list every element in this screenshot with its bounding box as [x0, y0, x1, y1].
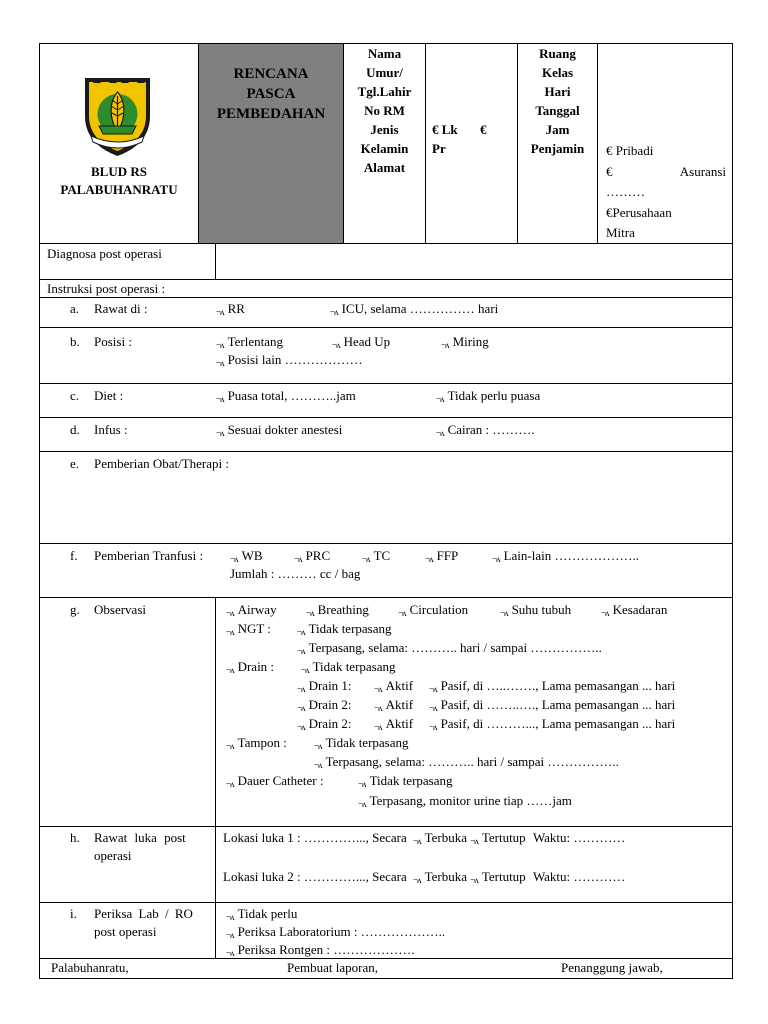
option-luka-2-tertutup[interactable]: Tertutup	[481, 869, 526, 884]
checkbox-icon[interactable]: ¬ʌ	[492, 554, 500, 564]
item-b-letter: b.	[70, 334, 80, 349]
payment-asuransi-dots: ………	[606, 184, 645, 199]
option-drain-2-pasif[interactable]: ¬ʌ Pasif, di ……..…., Lama pemasangan ... hari	[429, 697, 676, 713]
checkbox-icon[interactable]: ¬ʌ	[297, 684, 305, 694]
option-rr[interactable]: ¬ʌ RR	[216, 301, 245, 317]
option-tampon[interactable]: ¬ʌ Tampon :	[226, 735, 287, 751]
item-h-label-line1: Rawat luka post	[94, 830, 186, 845]
footer-place-date: Palabuhanratu,	[51, 960, 129, 975]
room-labels	[518, 44, 598, 243]
luka-1-field[interactable]: Lokasi luka 1 : …………..., Secara	[223, 830, 407, 845]
checkbox-icon[interactable]: ¬ʌ	[301, 665, 309, 675]
row-diagnosa	[40, 244, 732, 280]
option-tampon-tidak[interactable]: ¬ʌ Tidak terpasang	[314, 735, 409, 751]
option-circulation[interactable]: ¬ʌ Circulation	[398, 602, 469, 618]
sex-options	[426, 44, 518, 243]
title-line3: PEMBEDAHAN	[216, 106, 326, 122]
checkbox-icon[interactable]: ¬ʌ	[601, 608, 609, 618]
checkbox-icon[interactable]: ¬ʌ	[429, 722, 437, 732]
row-g-observasi	[40, 598, 732, 827]
item-e-letter: e.	[70, 456, 80, 471]
checkbox-icon[interactable]: ¬ʌ	[358, 779, 366, 789]
divider	[215, 903, 216, 958]
checkbox-icon[interactable]: ¬ʌ	[330, 307, 338, 317]
label-tgl-lahir: Tgl.Lahir	[357, 84, 412, 99]
jumlah-field[interactable]: Jumlah : ……… cc / bag	[230, 566, 361, 581]
payment-asuransi[interactable]: Asuransi	[679, 164, 726, 179]
checkbox-icon[interactable]: ¬ʌ	[436, 428, 444, 438]
footer-pembuat-laporan: Pembuat laporan,	[287, 960, 378, 975]
option-drain-3[interactable]: ¬ʌ Drain 2:	[297, 716, 352, 732]
label-ruang: Ruang	[539, 46, 576, 61]
checkbox-icon[interactable]: ¬ʌ	[226, 779, 234, 789]
option-drain-2[interactable]: ¬ʌ Drain 2:	[297, 697, 352, 713]
option-cairan[interactable]: ¬ʌ Cairan : ……….	[436, 422, 535, 438]
payment-pribadi[interactable]: € Pribadi	[606, 143, 654, 158]
item-i-letter: i.	[70, 906, 77, 921]
option-icu[interactable]: ¬ʌ ICU, selama …………… hari	[330, 301, 499, 317]
option-miring[interactable]: ¬ʌ Miring	[441, 334, 489, 350]
footer-penanggung-jawab: Penanggung jawab,	[561, 960, 663, 975]
checkbox-icon[interactable]: ¬ʌ	[226, 665, 234, 675]
checkbox-icon[interactable]: ¬ʌ	[441, 340, 449, 350]
option-kesadaran[interactable]: ¬ʌ Kesadaran	[601, 602, 668, 618]
option-suhu-tubuh[interactable]: ¬ʌ Suhu tubuh	[500, 602, 572, 618]
hospital-name-line2: PALABUHANRATU	[60, 182, 178, 197]
checkbox-icon[interactable]: ¬ʌ	[297, 627, 305, 637]
option-luka-1-tertutup[interactable]: Tertutup	[481, 830, 526, 845]
option-drain-1-aktif[interactable]: ¬ʌ Aktif	[374, 678, 414, 694]
label-nama: Nama	[367, 46, 402, 61]
option-periksa-rontgen[interactable]: ¬ʌ Periksa Rontgen : ……………….	[226, 942, 415, 958]
form-header	[40, 44, 732, 244]
checkbox-icon[interactable]: ¬ʌ	[362, 554, 370, 564]
checkbox-icon[interactable]: ¬ʌ	[413, 836, 421, 846]
checkbox-icon[interactable]: ¬ʌ	[226, 741, 234, 751]
checkbox-icon[interactable]: ¬ʌ	[374, 722, 382, 732]
row-b-posisi	[40, 328, 732, 384]
option-tampon-terpasang[interactable]: ¬ʌ Terpasang, selama: ……….. hari / sampai ……………..	[314, 754, 619, 770]
checkbox-icon[interactable]: ¬ʌ	[216, 428, 224, 438]
option-prc[interactable]: ¬ʌ PRC	[294, 548, 331, 564]
item-c-label: Diet :	[94, 388, 124, 403]
option-drain-1[interactable]: ¬ʌ Drain 1:	[297, 678, 352, 694]
option-ngt[interactable]: ¬ʌ NGT :	[226, 621, 271, 637]
label-hari: Hari	[544, 84, 571, 99]
label-no-rm: No RM	[364, 103, 405, 118]
checkbox-icon[interactable]: ¬ʌ	[216, 340, 224, 350]
checkbox-icon[interactable]: ¬ʌ	[297, 646, 305, 656]
sex-option-pr[interactable]: Pr	[432, 141, 446, 156]
option-drain-2-aktif[interactable]: ¬ʌ Aktif	[374, 697, 414, 713]
checkbox-icon[interactable]: ¬ʌ	[314, 741, 322, 751]
label-jam: Jam	[545, 122, 570, 137]
luka-2-field[interactable]: Lokasi luka 2 : …………..., Secara	[223, 869, 407, 884]
checkbox-icon[interactable]: ¬ʌ	[294, 554, 302, 564]
item-i-label-line2: post operasi	[94, 924, 157, 939]
option-puasa-total[interactable]: ¬ʌ Puasa total, ………..jam	[216, 388, 356, 404]
option-ngt-terpasang[interactable]: ¬ʌ Terpasang, selama: ……….. hari / sampai ……………..	[297, 640, 602, 656]
sex-option-lk[interactable]: € Lk	[432, 122, 458, 137]
checkbox-icon[interactable]: ¬ʌ	[470, 836, 478, 846]
checkbox-icon[interactable]: ¬ʌ	[436, 394, 444, 404]
label-alamat: Alamat	[363, 160, 406, 175]
checkbox-icon[interactable]: ¬ʌ	[230, 554, 238, 564]
post-surgery-form	[39, 43, 733, 979]
checkbox-icon[interactable]: ¬ʌ	[332, 340, 340, 350]
checkbox-icon[interactable]: ¬ʌ	[374, 703, 382, 713]
divider	[40, 297, 732, 298]
option-luka-2-terbuka[interactable]: Terbuka	[424, 869, 467, 884]
payment-asuransi-mark[interactable]: €	[606, 164, 613, 179]
option-tidak-puasa[interactable]: ¬ʌ Tidak perlu puasa	[436, 388, 541, 404]
luka-2-line	[223, 869, 625, 885]
row-h-rawat-luka	[40, 827, 732, 903]
option-breathing[interactable]: ¬ʌ Breathing	[306, 602, 369, 618]
label-kelas: Kelas	[541, 65, 574, 80]
item-g-letter: g.	[70, 602, 80, 617]
item-d-label: Infus :	[94, 422, 128, 437]
hospital-logo	[79, 74, 156, 158]
option-tidak-perlu[interactable]: ¬ʌ Tidak perlu	[226, 906, 298, 922]
label-kelamin: Kelamin	[360, 141, 409, 156]
item-h-label-line2: operasi	[94, 848, 132, 863]
row-signatures	[40, 959, 732, 978]
form-title	[199, 44, 344, 243]
title-line2: PASCA	[246, 86, 296, 102]
option-head-up[interactable]: ¬ʌ Head Up	[332, 334, 391, 350]
item-h-letter: h.	[70, 830, 80, 845]
divider	[215, 598, 216, 826]
option-tc[interactable]: ¬ʌ TC	[362, 548, 391, 564]
checkbox-icon[interactable]: ¬ʌ	[226, 912, 234, 922]
option-dauer-terpasang[interactable]: ¬ʌ Terpasang, monitor urine tiap ……jam	[358, 793, 572, 809]
checkbox-icon[interactable]: ¬ʌ	[226, 948, 234, 958]
item-a-letter: a.	[70, 301, 80, 316]
hospital-name	[40, 163, 198, 199]
checkbox-icon[interactable]: ¬ʌ	[216, 394, 224, 404]
item-i-label-line1: Periksa Lab / RO	[94, 906, 193, 921]
checkbox-icon[interactable]: ¬ʌ	[297, 703, 305, 713]
option-dauer-catheter[interactable]: ¬ʌ Dauer Catheter :	[226, 773, 324, 789]
option-wb[interactable]: ¬ʌ WB	[230, 548, 263, 564]
label-penjamin: Penjamin	[530, 141, 585, 156]
option-dauer-tidak[interactable]: ¬ʌ Tidak terpasang	[358, 773, 453, 789]
option-drain-1-pasif[interactable]: ¬ʌ Pasif, di …..……., Lama pemasangan ... hari	[429, 678, 676, 694]
hospital-name-line1: BLUD RS	[91, 164, 147, 179]
luka-1-waktu[interactable]: Waktu: …………	[532, 830, 626, 845]
row-f-tranfusi	[40, 544, 732, 598]
item-g-label: Observasi	[94, 602, 146, 617]
title-line1: RENCANA	[233, 66, 309, 82]
item-f-letter: f.	[70, 548, 78, 563]
option-drain-3-pasif[interactable]: ¬ʌ Pasif, di ………..., Lama pemasangan ... hari	[429, 716, 676, 732]
checkbox-icon[interactable]: ¬ʌ	[314, 760, 322, 770]
checkbox-icon[interactable]: ¬ʌ	[226, 627, 234, 637]
payment-mitra: Mitra	[606, 225, 635, 240]
sex-option-mark: €	[480, 122, 487, 137]
item-a-label: Rawat di :	[94, 301, 148, 316]
option-luka-1-terbuka[interactable]: Terbuka	[424, 830, 467, 845]
option-ngt-tidak[interactable]: ¬ʌ Tidak terpasang	[297, 621, 392, 637]
label-tanggal: Tanggal	[535, 103, 580, 118]
option-drain-3-aktif[interactable]: ¬ʌ Aktif	[374, 716, 414, 732]
row-instruksi-a	[40, 280, 732, 328]
row-c-diet	[40, 384, 732, 418]
checkbox-icon[interactable]: ¬ʌ	[226, 930, 234, 940]
checkbox-icon[interactable]: ¬ʌ	[374, 684, 382, 694]
payment-options	[598, 44, 734, 243]
checkbox-icon[interactable]: ¬ʌ	[306, 608, 314, 618]
checkbox-icon[interactable]: ¬ʌ	[500, 608, 508, 618]
instruksi-label: Instruksi post operasi :	[47, 281, 166, 296]
luka-2-waktu[interactable]: Waktu: …………	[532, 869, 626, 884]
checkbox-icon[interactable]: ¬ʌ	[216, 307, 224, 317]
checkbox-icon[interactable]: ¬ʌ	[216, 358, 224, 368]
label-jenis: Jenis	[370, 122, 399, 137]
item-b-label: Posisi :	[94, 334, 132, 349]
divider	[215, 827, 216, 902]
option-sesuai-anestesi[interactable]: ¬ʌ Sesuai dokter anestesi	[216, 422, 343, 438]
checkbox-icon[interactable]: ¬ʌ	[226, 608, 234, 618]
item-e-label: Pemberian Obat/Therapi :	[94, 456, 230, 471]
option-posisi-lain[interactable]: ¬ʌ Posisi lain ………………	[216, 352, 363, 368]
option-lain-lain[interactable]: ¬ʌ Lain-lain ………………..	[492, 548, 639, 564]
option-drain-tidak[interactable]: ¬ʌ Tidak terpasang	[301, 659, 396, 675]
checkbox-icon[interactable]: ¬ʌ	[470, 875, 478, 885]
row-i-periksa	[40, 903, 732, 959]
row-e-obat	[40, 452, 732, 544]
checkbox-icon[interactable]: ¬ʌ	[413, 875, 421, 885]
item-c-letter: c.	[70, 388, 80, 403]
item-f-label: Pemberian Tranfusi :	[94, 548, 204, 563]
option-terlentang[interactable]: ¬ʌ Terlentang	[216, 334, 283, 350]
checkbox-icon[interactable]: ¬ʌ	[297, 722, 305, 732]
option-airway[interactable]: ¬ʌ Airway	[226, 602, 277, 618]
payment-perusahaan[interactable]: €Perusahaan	[606, 205, 672, 220]
label-umur: Umur/	[366, 65, 403, 80]
hospital-logo-cell	[40, 44, 199, 243]
option-ffp[interactable]: ¬ʌ FFP	[425, 548, 459, 564]
luka-1-line	[223, 830, 625, 846]
checkbox-icon[interactable]: ¬ʌ	[358, 799, 366, 809]
checkbox-icon[interactable]: ¬ʌ	[429, 684, 437, 694]
checkbox-icon[interactable]: ¬ʌ	[429, 703, 437, 713]
checkbox-icon[interactable]: ¬ʌ	[425, 554, 433, 564]
checkbox-icon[interactable]: ¬ʌ	[398, 608, 406, 618]
patient-identity-labels	[344, 44, 426, 243]
item-d-letter: d.	[70, 422, 80, 437]
option-periksa-lab[interactable]: ¬ʌ Periksa Laboratorium : ………………..	[226, 924, 446, 940]
diagnosa-label: Diagnosa post operasi	[47, 246, 162, 261]
option-drain[interactable]: ¬ʌ Drain :	[226, 659, 275, 675]
row-d-infus	[40, 418, 732, 452]
divider	[215, 244, 216, 279]
